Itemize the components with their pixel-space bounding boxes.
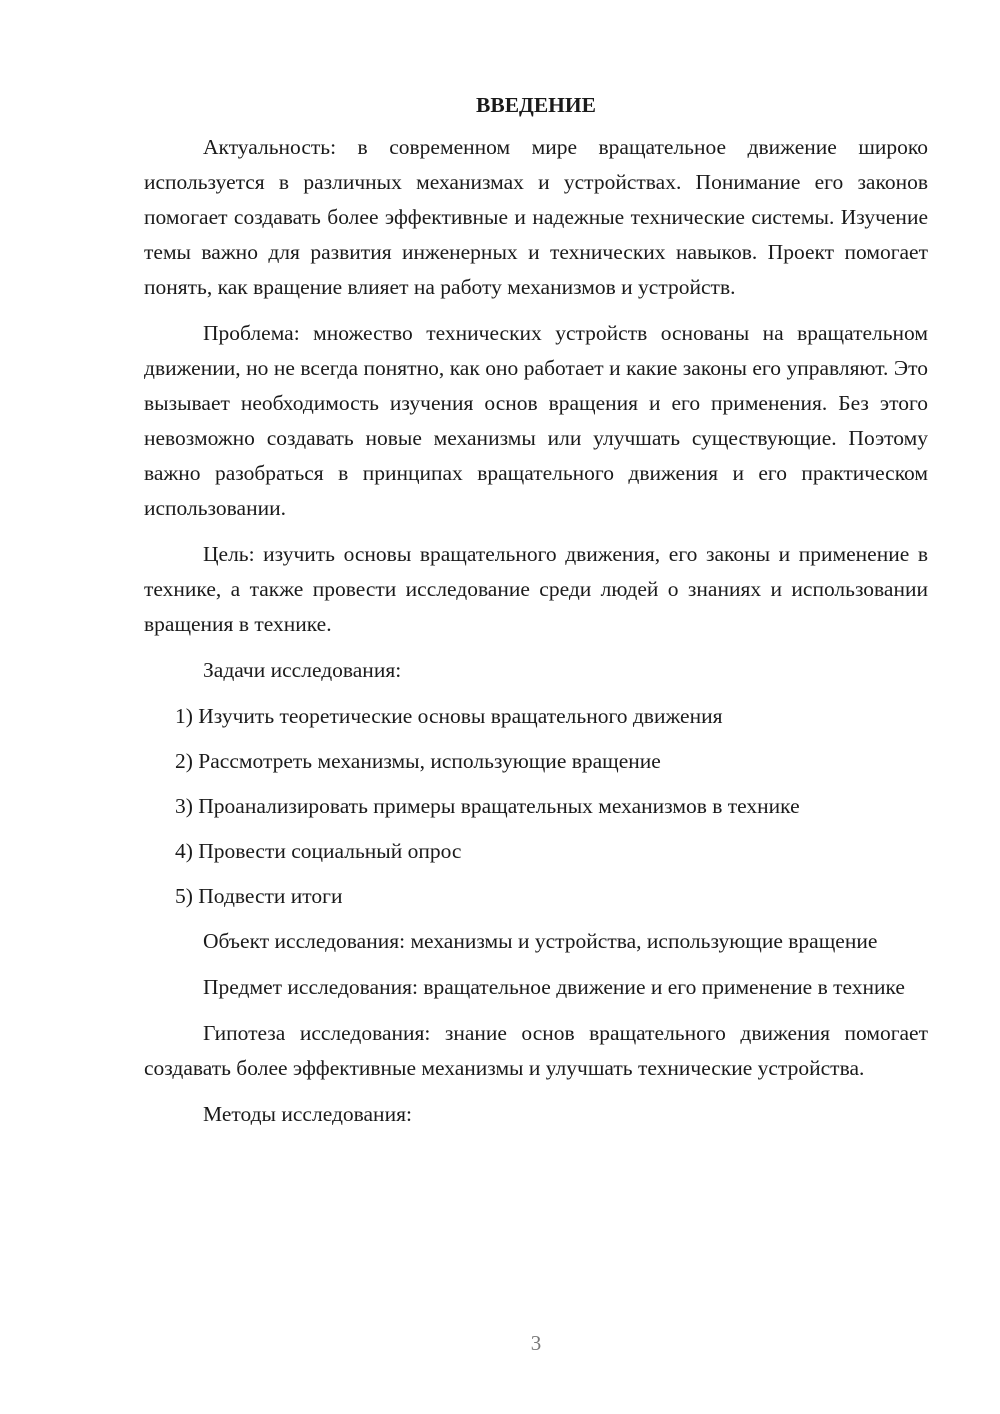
- paragraph-goal: Цель: изучить основы вращательного движения, его законы и применение в технике, а также провести исследование среди людей о знаниях и использовании вращения в технике.: [144, 542, 928, 636]
- list-item: 5) Подвести итоги: [175, 884, 343, 908]
- paragraph-relevance: Актуальность: в современном мире вращательное движение широко используется в различных механизмах и устройствах. Понимание его законов помогает создавать более эффективные и надежные технические системы. Изучение темы важно для развития инженерных и технических навыков. Проект помогает понять, как вращение влияет на работу механизмов и устройств.: [144, 135, 928, 299]
- tasks-list: [144, 699, 928, 914]
- paragraph-hypothesis: Гипотеза исследования: знание основ вращательного движения помогает создавать более эффективные механизмы и улучшать технические устройства.: [144, 1021, 928, 1080]
- list-item: 1) Изучить теоретические основы вращательного движения: [175, 704, 723, 728]
- list-item: 4) Провести социальный опрос: [175, 839, 462, 863]
- paragraph-object: Объект исследования: механизмы и устройства, использующие вращение: [203, 929, 878, 953]
- paragraph-problem: Проблема: множество технических устройств основаны на вращательном движении, но не всегда понятно, как оно работает и какие законы его управляют. Это вызывает необходимость изучения основ вращения и его применения. Без этого невозможно создавать новые механизмы или улучшать существующие. Поэтому важно разобраться в принципах вращательного движения и его практическом использовании.: [144, 321, 928, 520]
- list-item: 3) Проанализировать примеры вращательных механизмов в технике: [175, 794, 800, 818]
- section-title: ВВЕДЕНИЕ: [476, 93, 596, 117]
- page-number: 3: [530, 1331, 542, 1355]
- list-item: 2) Рассмотреть механизмы, использующие вращение: [175, 749, 661, 773]
- methods-heading: Методы исследования:: [203, 1102, 412, 1126]
- paragraph-subject: Предмет исследования: вращательное движение и его применение в технике: [203, 975, 905, 999]
- tasks-heading: Задачи исследования:: [203, 658, 402, 682]
- document-page: [144, 88, 928, 1143]
